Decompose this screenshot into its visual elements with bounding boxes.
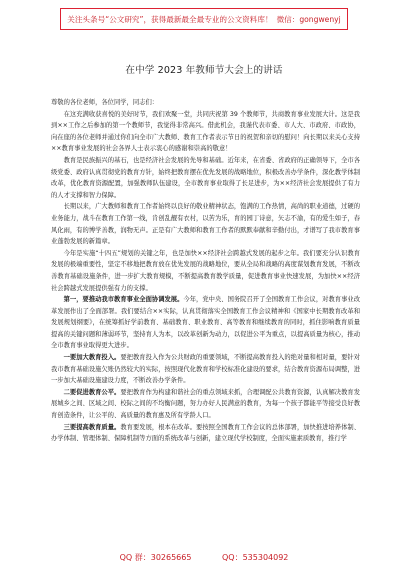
paragraph: 二要促进教育公平。要把教育作为构建和谐社会的重点领域来抓，合理调配公共教育资源，认真解决教育发展城乡之间、区域之间、校际之间的不均衡问题，努力办好人民满意的教育，为每一个孩子都能平等接受良好教育创造条件，让公平的、高质量的教育惠及所有学龄人口。	[51, 388, 361, 420]
banner-wechat: 微信：gongwenyj	[276, 14, 341, 24]
banner-text: 关注头条号“公文研究”，获得最新最全最专业的公文资料库！	[67, 14, 273, 24]
contact-footer	[0, 552, 408, 563]
paragraph: 教育是民族振兴的基石，也是经济社会发展的先导和基础。近年来，在省委、省政府的正确领导下，全市各级党委、政府认真贯彻党的教育方针，始终把教育摆在优先发展的战略地位，积极改善办学条件，深化教学体制改革，优化教育资源配置，加强教师队伍建设，全市教育事业取得了长足进步，为××经济社会发展提供了有力的人才支撑和智力保障。	[51, 156, 360, 199]
section-heading: 二要促进教育公平。	[63, 388, 121, 396]
section-heading: 一要加大教育投入。	[63, 354, 121, 362]
paragraph: 三要提高教育质量。教育要发展，根本在改革。要按照全国教育工作会议的总体部署，加快推进培养体制、办学体制、管理体制、保障机制等方面的系统改革与创新，建立现代学校制度，全面实施素质教育，推行学	[51, 423, 361, 443]
paragraph: 第一，要推动我市教育事业全面协调发展。今年，党中央、国务院召开了全国教育工作会议，对教育事业改革发展作出了全面部署。我们要结合××实际，认真贯彻落实全国教育工作会议精神和《国家中长期教育改革和发展规划纲要》，在统筹抓好学前教育、基础教育、职业教育、高等教育和继续教育的同时，抓住影响教育质量提高的关键问题和薄弱环节，坚持育人为本，以改革创新为动力，以促进公平为重点，以提高质量为核心，推动全市教育事业取得更大进步。	[51, 296, 361, 350]
qq-number: QQ：535304092	[222, 553, 289, 562]
paragraph: 在这充满收获喜悦的美好时节，我们欢聚一堂，共同庆祝第 39 个教师节，共商教育事业发展大计。这是我到××工作之后参加的第一个教师节，我觉得非常高兴。借此机会，我谨代表市委、市人大、市政府、市政协，向在座的各位老师并通过你们向全市广大教师、教育工作者表示节日的祝贺和亲切的慰问！向长期以来关心支持××教育事业发展的社会各界人士表示衷心的感谢和崇高的敬意！	[51, 110, 360, 153]
document-body	[51, 97, 360, 445]
paragraph: 一要加大教育投入。要把教育投入作为公共财政的重要领域，不断提高教育投入的绝对量和相对量，要针对我市教育基础设施欠账仍然较大的实际，按照现代化教育和学校标准化建设的要求，结合教育资源布局调整，进一步加大基础设施建设力度，不断改善办学条件。	[51, 354, 361, 385]
paragraph: 长期以来，广大教师和教育工作者始终以良好的敬业精神状态，饱满的工作热情，高尚的职业道德，过硬的业务能力，战斗在教育工作第一线，肯创乱靓有衣村，以苦为乐，育的园丁诗意，矢志不渝，有的爱生如子，春风化雨，有的博学善教，润物无声。正是有广大教师和教育工作者的默默奉献和辛勤付出，才谱写了我市教育事业蓬勃发展的新篇章。	[51, 203, 360, 246]
qq-group: QQ 群：30265665	[119, 553, 192, 562]
promo-banner	[60, 8, 348, 30]
document-title: 在中学 2023 年教师节大会上的讲话	[125, 65, 283, 76]
section-heading: 第一，要推动我市教育事业全面协调发展。	[63, 296, 184, 304]
section-heading: 三要提高教育质量。	[63, 423, 121, 431]
greeting: 尊敬的各位老师，各位同学，同志们：	[51, 99, 159, 106]
paragraph: 今年是实施“十四五”规划的关键之年，也是加快××经济社会跨越式发展的起步之年。我们要充分认识教育发展的极端重要性，坚定不移地把教育放在优先发展的战略地位，要从全局和战略的高度谋划教育发展，不断改善教育基础设施条件，进一步扩大教育规模，不断提高教育教学质量，促进教育事业快速发展，为加快××经济社会跨越式发展提供强有力的支撑。	[51, 249, 360, 292]
